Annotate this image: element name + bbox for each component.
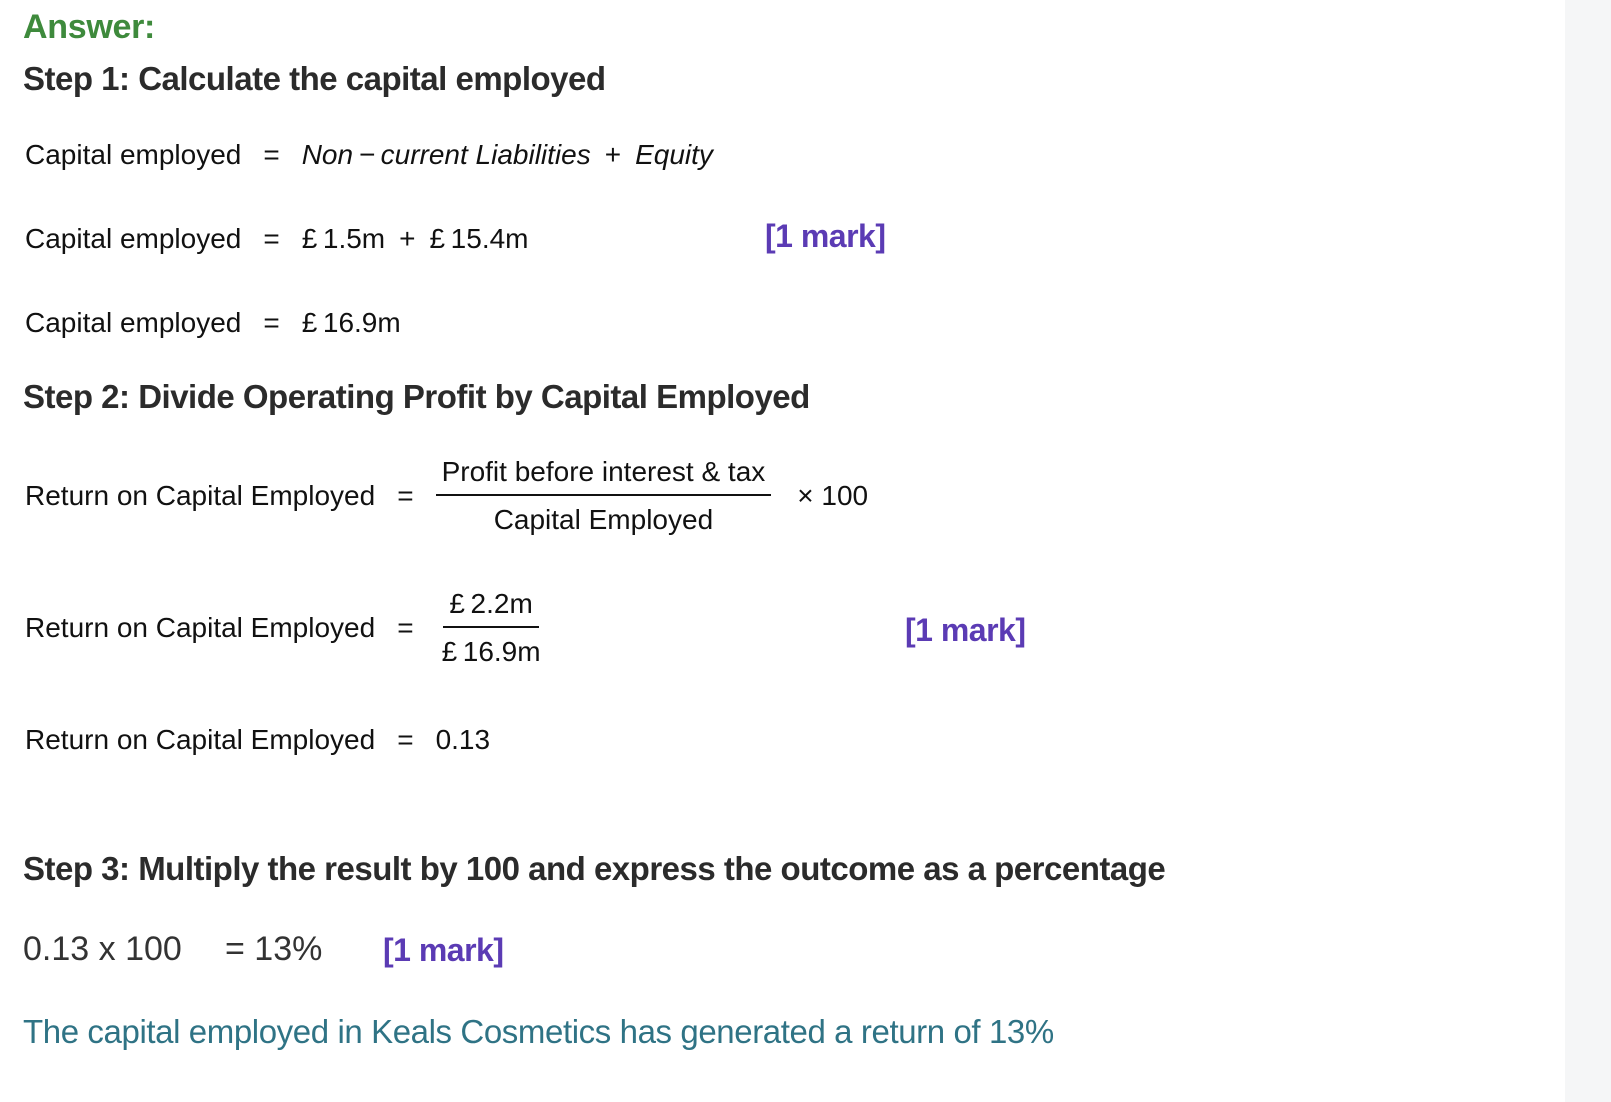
plus-sign: + (604, 139, 622, 170)
step3-result: = 13% (225, 930, 323, 968)
fraction-denominator: Capital Employed (493, 504, 714, 535)
equals-sign: = (397, 612, 414, 643)
step3-calc: 0.13 x 100 (23, 930, 182, 968)
fraction-roce-formula (436, 456, 772, 536)
step3-mark: [1 mark] (383, 932, 504, 968)
step1-heading: Step 1: Calculate the capital employed (23, 60, 606, 97)
fraction-numerator: £ 2.2m (443, 588, 538, 628)
step1-line3-value: £ 16.9m (301, 307, 401, 338)
equals-sign: = (263, 307, 280, 338)
step2-line1-lhs: Return on Capital Employed (25, 480, 376, 511)
equals-sign: = (397, 724, 414, 755)
fraction-numerator: Profit before interest & tax (436, 456, 772, 496)
plus-sign: + (399, 223, 416, 254)
step1-line3-lhs: Capital employed (25, 307, 242, 338)
step2-line3-lhs: Return on Capital Employed (25, 724, 376, 755)
answer-label: Answer: (23, 8, 156, 46)
step1-line2-term1: £ 1.5m (301, 223, 386, 254)
step1-line1-term1: Non − current Liabilities (301, 139, 591, 170)
step2-mark: [1 mark] (905, 612, 1026, 648)
conclusion-text: The capital employed in Keals Cosmetics has generated a return of 13% (23, 1013, 1054, 1050)
step2-line3 (25, 724, 490, 756)
equals-sign: = (263, 139, 280, 170)
step1-line2-term2: £ 15.4m (429, 223, 529, 254)
fraction-denominator: £ 16.9m (441, 636, 541, 667)
step1-mark: [1 mark] (765, 218, 886, 254)
step1-line2 (25, 223, 529, 255)
step2-line2 (25, 588, 547, 668)
step2-line1 (25, 456, 868, 536)
equals-sign: = (397, 480, 414, 511)
fraction-roce-values (436, 588, 547, 668)
step2-line2-lhs: Return on Capital Employed (25, 612, 376, 643)
step1-line1 (25, 139, 713, 171)
step1-line1-lhs: Capital employed (25, 139, 242, 170)
step3-heading: Step 3: Multiply the result by 100 and express the outcome as a percentage (23, 850, 1166, 887)
step1-line2-lhs: Capital employed (25, 223, 242, 254)
step1-line3 (25, 307, 401, 339)
side-strip (1565, 0, 1611, 1102)
times-100: × 100 (797, 480, 869, 511)
step1-line1-term2: Equity (635, 139, 713, 170)
step2-line3-value: 0.13 (435, 724, 491, 755)
step2-heading: Step 2: Divide Operating Profit by Capital Employed (23, 378, 810, 415)
equals-sign: = (263, 223, 280, 254)
